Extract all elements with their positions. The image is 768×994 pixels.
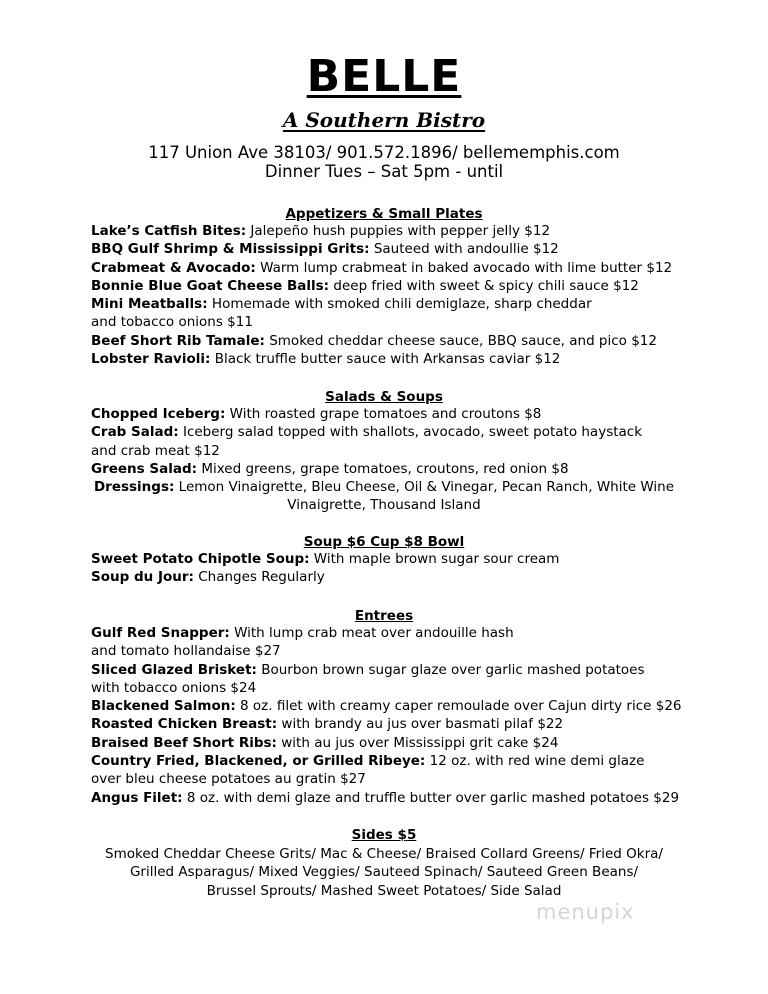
restaurant-title: BELLE (306, 51, 462, 102)
sides-line: Grilled Asparagus/ Mixed Veggies/ Sauteed Spinach/ Sauteed Green Beans/ (129, 864, 639, 881)
item-name: Braised Beef Short Ribs: (91, 734, 277, 751)
soup-heading: Soup $6 Cup $8 Bowl (303, 534, 465, 550)
menu-item-continuation: with tobacco onions $24 (91, 679, 257, 696)
menu-item (91, 734, 691, 752)
dressings-list: Lemon Vinaigrette, Bleu Cheese, Oil & Vinegar, Pecan Ranch, White Wine (174, 479, 675, 495)
menu-item (91, 697, 691, 715)
menu-item (91, 661, 691, 679)
entrees-list (91, 624, 691, 807)
contact-info (0, 143, 768, 181)
item-desc: With lump crab meat over andouille hash (229, 625, 514, 641)
item-name: Blackened Salmon: (91, 698, 236, 715)
item-desc: Changes Regularly (193, 569, 325, 586)
item-name: Lake’s Catfish Bites: (91, 223, 247, 239)
dressings-line-continued: Vinaigrette, Thousand Island (287, 497, 481, 514)
item-desc: 8 oz. with demi glaze and truffle butter over garlic mashed potatoes $29 (182, 789, 680, 806)
dressings-label: Dressings: (93, 479, 175, 495)
sides-heading: Sides $5 (351, 827, 417, 843)
item-name: Mini Meatballs: (91, 296, 208, 313)
menu-item (91, 752, 691, 770)
item-desc: Homemade with smoked chili demiglaze, sharp cheddar (207, 296, 592, 313)
item-name: Lobster Ravioli: (91, 351, 211, 368)
menu-item (91, 715, 691, 733)
item-name: Gulf Red Snapper: (91, 625, 230, 641)
menu-item (91, 350, 691, 368)
item-name: Bonnie Blue Goat Cheese Balls: (91, 277, 330, 294)
soup-list (91, 550, 691, 587)
menu-item-continuation: over bleu cheese potatoes au gratin $27 (91, 771, 366, 788)
appetizers-heading: Appetizers & Small Plates (285, 206, 483, 222)
item-name: Beef Short Rib Tamale: (91, 332, 265, 349)
watermark: menupix (536, 900, 635, 924)
dressings-line (0, 478, 768, 496)
menu-item (91, 332, 691, 350)
menu-item (91, 295, 691, 313)
address-line: 117 Union Ave 38103/ 901.572.1896/ bellememphis.com (148, 143, 620, 162)
sides-list (0, 845, 768, 900)
item-desc: Mixed greens, grape tomatoes, croutons, red onion $8 (197, 460, 569, 477)
sides-line: Smoked Cheddar Cheese Grits/ Mac & Cheese/ Braised Collard Greens/ Fried Okra/ (105, 846, 663, 862)
item-desc: Black truffle butter sauce with Arkansas caviar $12 (210, 351, 561, 368)
entrees-heading: Entrees (354, 608, 414, 624)
sides-line: Brussel Sprouts/ Mashed Sweet Potatoes/ Side Salad (206, 882, 562, 899)
menu-item (91, 568, 691, 586)
item-name: Soup du Jour: (91, 569, 194, 586)
item-desc: Sauteed with andoullie $12 (369, 241, 559, 258)
menu-item-continuation: and crab meat $12 (91, 442, 220, 459)
menu-item (91, 222, 691, 240)
item-name: Greens Salad: (91, 460, 198, 477)
item-desc: Bourbon brown sugar glaze over garlic mashed potatoes (256, 661, 645, 678)
dressings-block (0, 478, 768, 515)
menu-item-continuation: and tobacco onions $11 (91, 314, 253, 331)
menu-item (91, 550, 691, 568)
salads-heading: Salads & Soups (325, 389, 443, 405)
item-name: Angus Filet: (91, 789, 183, 806)
restaurant-subtitle: A Southern Bistro (282, 108, 486, 132)
item-name: Sliced Glazed Brisket: (91, 661, 257, 678)
item-name: Chopped Iceberg: (91, 406, 226, 422)
menu-item (91, 405, 691, 423)
item-desc: Warm lump crabmeat in baked avocado with lime butter $12 (255, 259, 673, 276)
menu-item (91, 789, 691, 807)
item-name: Sweet Potato Chipotle Soup: (91, 551, 310, 567)
item-desc: Iceberg salad topped with shallots, avocado, sweet potato haystack (178, 424, 643, 441)
item-name: Crab Salad: (91, 424, 179, 441)
item-desc: 8 oz. filet with creamy caper remoulade over Cajun dirty rice $26 (235, 698, 682, 715)
item-name: Roasted Chicken Breast: (91, 716, 278, 733)
item-desc: 12 oz. with red wine demi glaze (425, 753, 645, 770)
menu-item (91, 259, 691, 277)
item-desc: Smoked cheddar cheese sauce, BBQ sauce, and pico $12 (264, 332, 657, 349)
item-name: BBQ Gulf Shrimp & Mississippi Grits: (91, 241, 370, 258)
item-desc: deep fried with sweet & spicy chili sauce $12 (329, 277, 639, 294)
item-desc: With roasted grape tomatoes and croutons $8 (225, 406, 542, 422)
menu-item (91, 277, 691, 295)
menu-item-continuation: and tomato hollandaise $27 (91, 643, 281, 660)
item-desc: with brandy au jus over basmati pilaf $22 (277, 716, 564, 733)
item-desc: Jalepeño hush puppies with pepper jelly $12 (246, 223, 551, 239)
hours-line: Dinner Tues – Sat 5pm - until (264, 162, 504, 181)
item-name: Country Fried, Blackened, or Grilled Ribeye: (91, 753, 426, 770)
menu-item (91, 423, 691, 441)
item-desc: with au jus over Mississippi grit cake $24 (276, 734, 559, 751)
appetizers-list (91, 222, 691, 368)
menu-item (91, 460, 691, 478)
menu-item (91, 624, 691, 642)
item-desc: With maple brown sugar sour cream (309, 551, 560, 567)
salads-list (91, 405, 691, 478)
item-name: Crabmeat & Avocado: (91, 259, 256, 276)
menu-item (91, 240, 691, 258)
